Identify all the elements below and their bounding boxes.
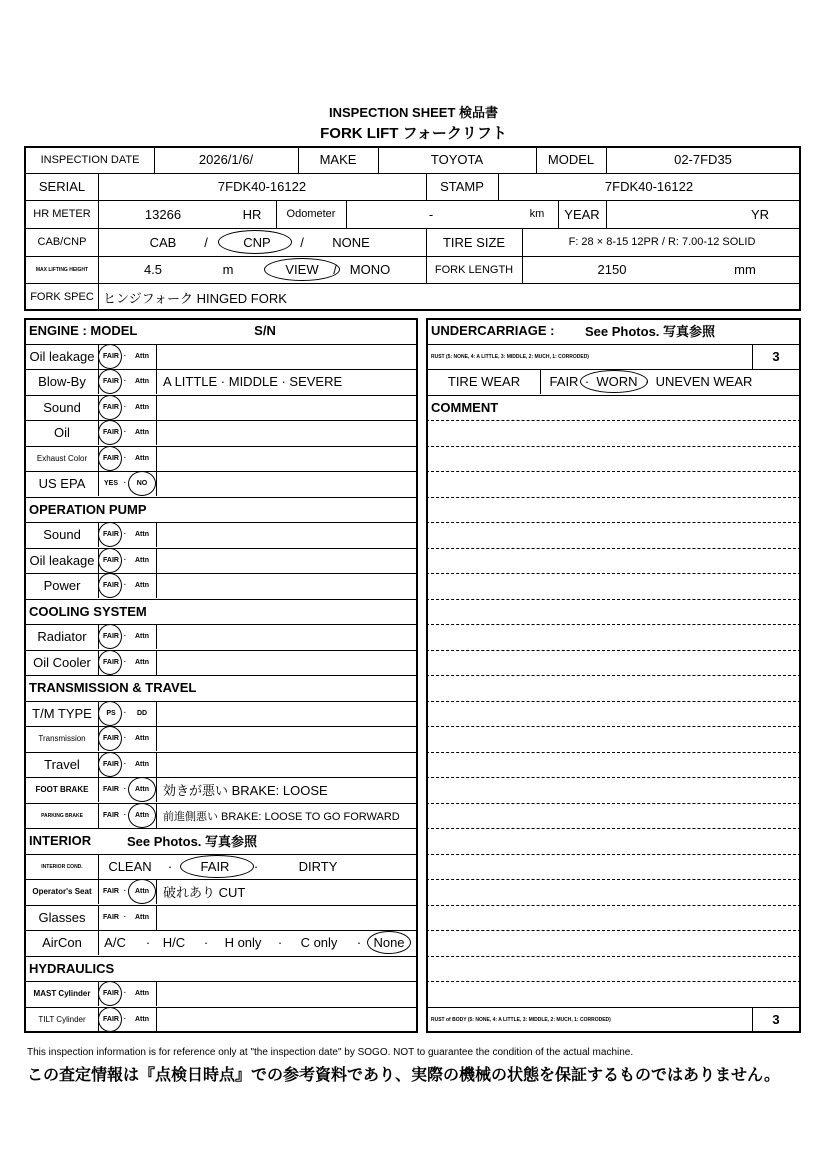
- comment-line: [426, 803, 801, 804]
- option-attn: Attn: [135, 531, 149, 538]
- km-unit: km: [529, 208, 545, 220]
- interior-cond-option: CLEAN: [108, 859, 152, 874]
- row-label: TILT Cylinder: [38, 1015, 86, 1024]
- option-fair: FAIR: [103, 990, 119, 997]
- row-label: Oil: [54, 425, 70, 440]
- separator: ·: [123, 990, 127, 997]
- option-fair: FAIR: [103, 1016, 119, 1023]
- comment-line: [426, 471, 801, 472]
- tire-wear-option: UNEVEN WEAR: [655, 374, 753, 389]
- comment-line: [426, 828, 801, 829]
- option-attn: Attn: [135, 378, 149, 385]
- interior-cond-option: ·: [167, 859, 173, 874]
- row-label: FOOT BRAKE: [35, 785, 89, 794]
- aircon-option: None: [373, 935, 405, 950]
- section-header-interior: INTERIOR: [29, 833, 92, 848]
- cab-option-cab: CAB: [149, 234, 177, 250]
- aircon-option: H only: [224, 935, 262, 950]
- col-divider: [156, 446, 157, 471]
- year-label: YEAR: [564, 206, 600, 222]
- option-ps: PS: [106, 710, 116, 717]
- selected-circle: [98, 726, 122, 751]
- row-label: Transmission: [38, 734, 86, 743]
- option-fair: FAIR: [103, 429, 119, 436]
- separator: ·: [123, 1016, 127, 1023]
- col-divider: [98, 905, 99, 930]
- option-fair: FAIR: [103, 812, 119, 819]
- aircon-option: ·: [356, 935, 362, 950]
- interior-cond-option: DIRTY: [298, 859, 338, 874]
- selected-circle: [98, 344, 122, 369]
- mast-option-view: VIEW: [285, 262, 319, 277]
- tire-size-value: F: 28 × 8-15 12PR / R: 7.00-12 SOLID: [568, 236, 756, 248]
- option-attn: Attn: [135, 761, 149, 768]
- col-divider: [98, 854, 99, 879]
- col-divider: [156, 752, 157, 777]
- comment-line: [426, 701, 801, 702]
- separator: /: [333, 262, 337, 277]
- col-divider: [156, 1007, 157, 1032]
- comment-line: [426, 420, 801, 421]
- rust-value: 3: [772, 349, 780, 364]
- col-divider: [540, 369, 541, 394]
- selected-circle: [128, 471, 156, 496]
- row-label: Exhaust Color: [36, 454, 88, 463]
- separator: ·: [123, 786, 127, 793]
- stamp-value: 7FDK40-16122: [604, 179, 694, 194]
- comment-line: [426, 879, 801, 880]
- selected-circle: [98, 701, 122, 726]
- rust-body-value: 3: [772, 1012, 780, 1027]
- separator: ·: [123, 378, 127, 385]
- option-fair: FAIR: [103, 378, 119, 385]
- option-fair: FAIR: [103, 531, 119, 538]
- option-fair: FAIR: [103, 888, 119, 895]
- row-label: Blow-By: [38, 374, 86, 389]
- option-fair: FAIR: [103, 633, 119, 640]
- separator: ·: [123, 455, 127, 462]
- selected-circle: [98, 522, 122, 547]
- option-attn: Attn: [135, 786, 149, 793]
- separator: /: [204, 234, 208, 250]
- separator: ·: [123, 582, 127, 589]
- engine-header: ENGINE : MODEL: [29, 323, 138, 338]
- selected-circle: [98, 650, 122, 675]
- interior-cond-option: ·: [253, 859, 259, 874]
- row-label: Sound: [43, 527, 81, 542]
- separator: ·: [123, 404, 127, 411]
- engine-sn-label: S/N: [254, 323, 276, 338]
- separator: /: [300, 234, 304, 250]
- odometer-label: Odometer: [286, 208, 336, 220]
- option-attn: Attn: [135, 633, 149, 640]
- comment-line: [426, 599, 801, 600]
- row-label: Sound: [43, 400, 81, 415]
- col-divider: [156, 369, 157, 394]
- comment-line: [426, 624, 801, 625]
- col-divider: [156, 573, 157, 598]
- separator: ·: [123, 914, 127, 921]
- interior-cond-option: FAIR: [200, 859, 230, 874]
- selected-circle: [98, 548, 122, 573]
- disclaimer-jp: この査定情報は『点検日時点』での参考資料であり、実際の機械の状態を保証するものではありません。: [27, 1067, 780, 1084]
- selected-circle: [98, 369, 122, 394]
- comment-line: [426, 675, 801, 676]
- none-selected-circle: [367, 931, 411, 954]
- row-label: Operator's Seat: [32, 887, 92, 896]
- col-divider: [156, 344, 157, 369]
- col-divider: [156, 650, 157, 675]
- fork-spec-label: FORK SPEC: [30, 291, 94, 303]
- separator: ·: [123, 353, 127, 360]
- selected-circle: [128, 803, 156, 828]
- inspection-date-label: INSPECTION DATE: [40, 153, 140, 166]
- separator: ·: [123, 659, 127, 666]
- comment-line: [426, 752, 801, 753]
- col-divider: [156, 624, 157, 649]
- col-divider: [156, 726, 157, 751]
- col-divider: [98, 777, 99, 802]
- max-lift-value: 4.5: [143, 262, 163, 277]
- row-label: Oil Cooler: [33, 655, 91, 670]
- separator: ·: [123, 812, 127, 819]
- comment-line: [426, 981, 801, 982]
- tire-wear-label: TIRE WEAR: [447, 374, 521, 389]
- col-divider: [98, 283, 99, 311]
- option-fair: FAIR: [103, 786, 119, 793]
- max-lift-label: MAX LIFTING HEIGHT: [35, 266, 89, 273]
- option-attn: Attn: [135, 557, 149, 564]
- option-no: NO: [136, 480, 148, 487]
- tire-size-label: TIRE SIZE: [442, 234, 506, 250]
- option-fair: FAIR: [103, 735, 119, 742]
- col-divider: [156, 701, 157, 726]
- comment-line: [426, 956, 801, 957]
- option-attn: Attn: [135, 735, 149, 742]
- col-divider: [156, 803, 157, 828]
- option-fair: FAIR: [103, 761, 119, 768]
- col-divider: [156, 981, 157, 1006]
- hr-meter-label: HR METER: [33, 208, 91, 220]
- disclaimer-en: This inspection information is for reference only at "the inspection date" by SOGO. NOT to guarantee the condition of the actual machine.: [27, 1047, 634, 1058]
- col-divider: [156, 548, 157, 573]
- row-note: A LITTLE · MIDDLE · SEVERE: [163, 374, 343, 389]
- col-divider: [156, 777, 157, 802]
- cnp-selected-circle: [218, 230, 292, 254]
- fork-length-unit: mm: [734, 262, 756, 277]
- col-divider: [156, 879, 157, 904]
- comment-line: [426, 777, 801, 778]
- col-divider: [156, 395, 157, 420]
- separator: ·: [123, 480, 127, 487]
- worn-selected-circle: [580, 370, 648, 393]
- row-label: Radiator: [37, 629, 87, 644]
- odometer-value: -: [428, 206, 434, 222]
- comment-line: [426, 726, 801, 727]
- aircon-option: C only: [300, 935, 338, 950]
- aircon-label: AirCon: [42, 935, 82, 950]
- stamp-label: STAMP: [440, 179, 484, 194]
- separator: ·: [123, 761, 127, 768]
- fork-spec-value: ヒンジフォーク HINGED FORK: [103, 290, 287, 306]
- fair-selected-circle: [180, 855, 254, 878]
- max-lift-unit: m: [222, 262, 234, 277]
- separator: ·: [123, 888, 127, 895]
- comment-line: [426, 548, 801, 549]
- sheet-subtitle: FORK LIFT フォークリフト: [320, 125, 507, 142]
- tire-wear-option: ·: [584, 374, 590, 389]
- option-attn: Attn: [135, 582, 149, 589]
- section-header-transmission: TRANSMISSION & TRAVEL: [29, 680, 197, 695]
- option-attn: Attn: [135, 429, 149, 436]
- selected-circle: [98, 395, 122, 420]
- separator: ·: [123, 633, 127, 640]
- comment-line: [426, 854, 801, 855]
- row-note: 前進側悪い BRAKE: LOOSE TO GO FORWARD: [163, 810, 400, 823]
- separator: ·: [123, 429, 127, 436]
- row-label: Power: [43, 578, 81, 593]
- separator: ·: [123, 735, 127, 742]
- option-attn: Attn: [135, 455, 149, 462]
- option-attn: Attn: [135, 659, 149, 666]
- tire-wear-option: ·: [644, 374, 650, 389]
- selected-circle: [98, 752, 122, 777]
- option-yes: YES: [103, 480, 118, 487]
- selected-circle: [98, 624, 122, 649]
- col-divider: [156, 905, 157, 930]
- comment-label: COMMENT: [431, 400, 499, 415]
- option-attn: Attn: [135, 914, 149, 921]
- cab-label: CAB/CNP: [37, 236, 87, 248]
- tire-wear-option: FAIR: [549, 374, 579, 389]
- option-attn: Attn: [135, 353, 149, 360]
- model-label: MODEL: [547, 152, 595, 167]
- option-fair: FAIR: [103, 353, 119, 360]
- col-divider: [156, 522, 157, 547]
- fork-length-value: 2150: [597, 262, 627, 277]
- section-header-interior-extra: See Photos. 写真参照: [127, 834, 258, 849]
- row-label: PARKING BRAKE: [41, 812, 83, 819]
- hr-meter-value: 13266: [144, 206, 182, 222]
- row-label: Glasses: [38, 910, 86, 925]
- option-fair: FAIR: [103, 404, 119, 411]
- section-header-cooling: COOLING SYSTEM: [29, 604, 147, 619]
- section-header-hydraulics: HYDRAULICS: [29, 961, 115, 976]
- option-fair: FAIR: [103, 582, 119, 589]
- comment-line: [426, 905, 801, 906]
- aircon-option: ·: [145, 935, 151, 950]
- col-divider: [98, 228, 99, 256]
- comment-line: [426, 497, 801, 498]
- separator: ·: [123, 710, 127, 717]
- comment-line: [426, 650, 801, 651]
- comment-line: [426, 573, 801, 574]
- separator: ·: [123, 531, 127, 538]
- selected-circle: [98, 981, 122, 1006]
- section-header-pump: OPERATION PUMP: [29, 502, 147, 517]
- make-value: TOYOTA: [430, 152, 484, 167]
- option-attn: Attn: [135, 812, 149, 819]
- col-divider: [98, 879, 99, 904]
- col-divider: [98, 930, 99, 955]
- rust-body-label: RUST of BODY (5: NONE, 4: A LITTLE, 3: MIDDLE, 2: MUCH, 1: CORRODED): [431, 1016, 611, 1023]
- selected-circle: [98, 446, 122, 471]
- cab-option-none: NONE: [332, 234, 370, 250]
- undercarriage-header: UNDERCARRIAGE :: [431, 323, 555, 338]
- aircon-option: H/C: [162, 935, 186, 950]
- row-divider: [24, 1032, 418, 1033]
- aircon-option: A/C: [104, 935, 126, 950]
- col-divider: [98, 803, 99, 828]
- option-fair: FAIR: [103, 659, 119, 666]
- selected-circle: [128, 777, 156, 802]
- selected-circle: [128, 879, 156, 904]
- option-dd: DD: [136, 710, 148, 717]
- fork-length-label: FORK LENGTH: [434, 263, 514, 276]
- interior-cond-label: INTERIOR COND.: [41, 863, 83, 870]
- row-note: 効きが悪い BRAKE: LOOSE: [163, 783, 328, 798]
- selected-circle: [98, 1007, 122, 1032]
- comment-line: [426, 446, 801, 447]
- selected-circle: [98, 420, 122, 445]
- selected-circle: [98, 573, 122, 598]
- row-label: MAST Cylinder: [33, 989, 91, 998]
- option-attn: Attn: [135, 404, 149, 411]
- aircon-option: ·: [203, 935, 209, 950]
- comment-line: [426, 930, 801, 931]
- row-label: Travel: [44, 757, 80, 772]
- serial-label: SERIAL: [38, 179, 86, 194]
- col-divider: [522, 228, 523, 256]
- comment-line: [426, 522, 801, 523]
- aircon-option: ·: [277, 935, 283, 950]
- row-label: US EPA: [38, 476, 86, 491]
- option-attn: Attn: [135, 1016, 149, 1023]
- tire-wear-option: WORN: [596, 374, 638, 389]
- mast-option-mono: MONO: [349, 262, 391, 277]
- col-divider: [156, 420, 157, 445]
- model-value: 02-7FD35: [674, 152, 732, 167]
- make-label: MAKE: [319, 152, 357, 167]
- rust-label: RUST (5: NONE, 4: A LITTLE, 3: MIDDLE, 2: MUCH, 1: CORRODED): [431, 353, 589, 360]
- sheet-title: INSPECTION SHEET 検品書: [328, 105, 499, 120]
- col-divider: [98, 471, 99, 496]
- row-label: T/M TYPE: [32, 706, 92, 721]
- row-label: Oil leakage: [29, 553, 95, 568]
- cab-option-cnp: CNP: [243, 234, 271, 250]
- view-selected-circle: [264, 258, 340, 281]
- row-note: 破れあり CUT: [163, 885, 246, 900]
- serial-value: 7FDK40-16122: [217, 179, 307, 194]
- undercarriage-photos: See Photos. 写真参照: [585, 324, 716, 339]
- yr-unit: YR: [750, 206, 770, 222]
- hr-unit: HR: [242, 206, 262, 222]
- option-fair: FAIR: [103, 557, 119, 564]
- option-fair: FAIR: [103, 455, 119, 462]
- option-attn: Attn: [135, 990, 149, 997]
- col-divider: [156, 471, 157, 496]
- separator: ·: [123, 557, 127, 564]
- option-fair: FAIR: [103, 914, 119, 921]
- inspection-date-value: 2026/1/6/: [198, 152, 254, 167]
- row-label: Oil leakage: [29, 349, 95, 364]
- option-attn: Attn: [135, 888, 149, 895]
